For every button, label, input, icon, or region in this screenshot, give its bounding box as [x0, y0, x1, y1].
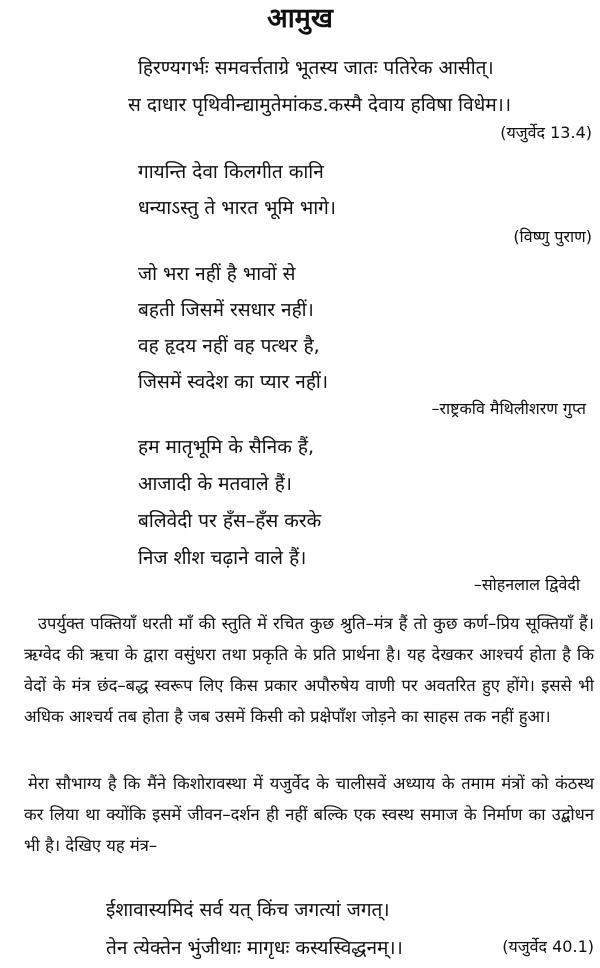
verse-citation: –सोहनलाल द्विवेदी [473, 575, 580, 594]
body-paragraph: मेरा सौभाग्य है कि मैंने किशोरावस्था में यजुर्वेद के चालीसवें अध्याय के तमाम मंत्रों को कंठस्थ कर लिया था क्योंकि इसमें जीवन–दर्शन ही नहीं बल्कि एक स्वस्थ समाज के निर्माण का उद्बोधन भी है। देखिए यह मंत्र– [24, 774, 594, 855]
verse-citation: (विष्णु पुराण) [513, 227, 592, 246]
verse-line: जो भरा नहीं है भावों से [138, 263, 296, 285]
verse-line: निज शीश चढ़ाने वाले हैं। [138, 547, 307, 569]
verse-line: ईशावास्यमिदं सर्व यत् किंच जगत्यां जगत्। [106, 899, 390, 921]
page-title: आमुख [267, 3, 333, 34]
verse-line: हिरण्यगर्भः समवर्त्तताग्रे भूतस्य जातः पतिरेक आसीत्। [138, 57, 494, 79]
verse-citation: (यजुर्वेद 13.4) [500, 123, 592, 142]
verse-line: तेन त्येक्तेन भुंजीथाः मागृधः कस्यस्विद्धनम्।। [106, 937, 403, 959]
verse-line: जिसमें स्वदेश का प्यार नहीं। [138, 371, 329, 393]
verse-line: स दाधार पृथिवीन्द्यामुतेमांकड.कस्मै देवाय हविषा विधेम।। [128, 94, 512, 116]
verse-line: आजादी के मतवाले हैं। [138, 473, 293, 495]
verse-line: बलिवेदी पर हँस–हँस करके [138, 510, 322, 532]
verse-line: वह हृदय नहीं वह पत्थर है, [138, 335, 320, 357]
verse-line: धन्याऽस्तु ते भारत भूमि भागे। [138, 197, 337, 219]
verse-line: गायन्ति देवा किलगीत कानि [138, 161, 324, 183]
verse-citation: (यजुर्वेद 40.1) [502, 937, 594, 956]
verse-citation: –राष्ट्रकवि मैथिलीशरण गुप्त [431, 399, 586, 418]
verse-line: हम मातृभूमि के सैनिक हैं, [138, 436, 314, 458]
body-paragraph: उपर्युक्त पक्तियाँ धरती माँ की स्तुति में रचित कुछ श्रुति–मंत्र हैं तो कुछ कर्ण–प्रिय सूक्तियाँ हैं। ऋग्वेद की ऋचा के द्वारा वसुंधरा तथा प्रकृति के प्रति प्रार्थना है। यह देखकर आश्चर्य होता है कि वेदों के मंत्र छंद–बद्ध स्वरूप लिए किस प्रकार अपौरुषेय वाणी पर अवतरित हुए होंगे। इससे भी अधिक आश्चर्य तब होता है जब उसमें किसी को प्रक्षेपाँश जोड़ने का साहस तक नहीं हुआ। [24, 614, 594, 726]
verse-line: बहती जिसमें रसधार नहीं। [138, 299, 314, 321]
